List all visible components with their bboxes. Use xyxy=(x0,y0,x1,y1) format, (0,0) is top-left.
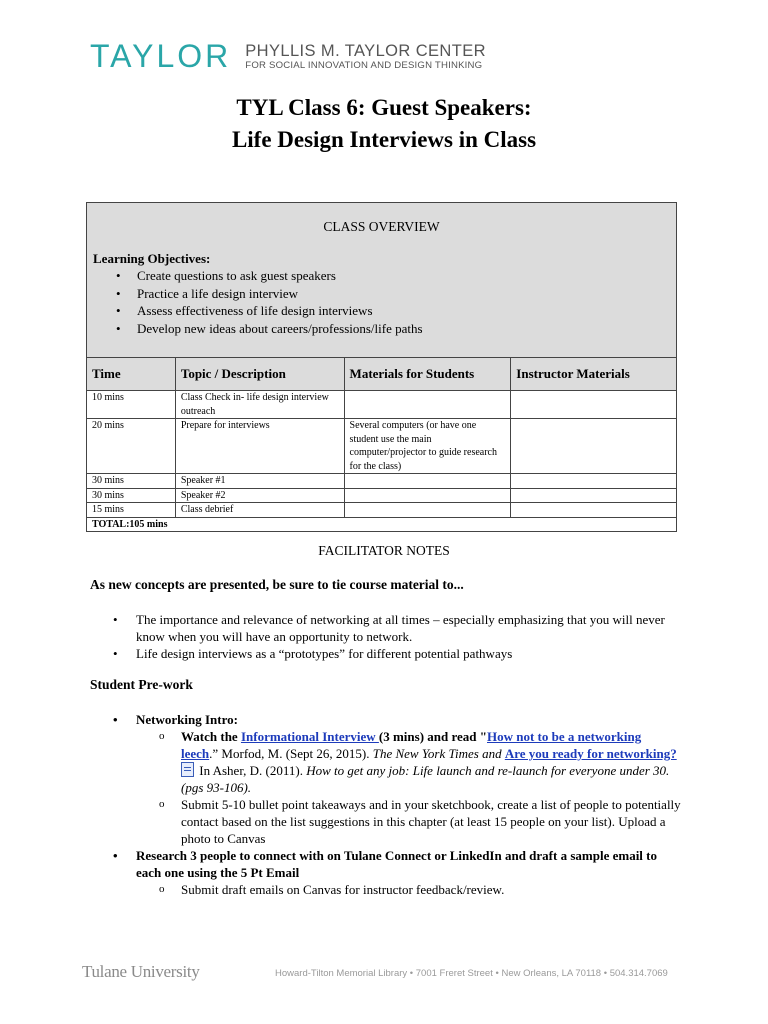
cell-topic: Speaker #1 xyxy=(175,474,344,489)
cell-materials xyxy=(344,488,511,503)
cell-instructor xyxy=(511,503,677,518)
cell-time: 10 mins xyxy=(87,391,176,419)
submit-drafts-text: Submit draft emails on Canvas for instructor feedback/review. xyxy=(181,882,505,897)
table-row xyxy=(87,474,677,489)
total-time: TOTAL:105 mins xyxy=(87,517,677,532)
list-item xyxy=(87,267,423,285)
and-text: and xyxy=(478,746,505,761)
cell-instructor xyxy=(511,474,677,489)
logo-text-block xyxy=(245,42,486,71)
informational-interview-link[interactable]: Informational Interview xyxy=(240,729,379,744)
prework-list xyxy=(91,711,681,898)
list-item xyxy=(87,302,423,320)
cell-materials xyxy=(344,474,511,489)
and-read-text: and read " xyxy=(424,729,487,744)
list-item xyxy=(87,285,423,303)
research-text: Research 3 people to connect with on Tulane Connect or LinkedIn and draft a sample email to each one using the 5 Pt Email xyxy=(136,848,657,880)
table-total-row xyxy=(87,517,677,532)
cell-instructor xyxy=(511,391,677,419)
learning-objectives-label: Learning Objectives: xyxy=(93,251,211,266)
objective-text: Practice a life design interview xyxy=(137,285,298,301)
list-item xyxy=(91,645,676,662)
notes-intro: As new concepts are presented, be sure to tie course material to... xyxy=(90,577,464,592)
bullet-icon: • xyxy=(116,268,121,283)
bullet-icon: • xyxy=(116,320,121,336)
citation-text: .” Morfod, M. (Sept 26, 2015). xyxy=(209,746,373,761)
cell-materials: Several computers (or have one student use the main computer/projector to guide research for the class) xyxy=(344,419,511,474)
circle-bullet-icon: o xyxy=(159,883,165,895)
table-row xyxy=(87,391,677,419)
page-title-line2: Life Design Interviews in Class xyxy=(231,127,537,152)
bullet-icon: • xyxy=(116,285,121,301)
networking-intro-label: Networking Intro: xyxy=(136,712,238,727)
cell-time: 20 mins xyxy=(87,419,176,474)
schedule-table xyxy=(86,357,677,532)
footer-address: Howard-Tilton Memorial Library • 7001 Freret Street • New Orleans, LA 70118 • 504.314.7069 xyxy=(275,968,668,979)
cell-topic: Class Check in- life design interview outreach xyxy=(175,391,344,419)
list-item xyxy=(91,728,681,796)
list-item xyxy=(87,320,423,338)
ready-for-networking-link[interactable]: Are you ready for networking? xyxy=(504,746,677,761)
point-text: Life design interviews as a “prototypes” for different potential pathways xyxy=(136,646,513,661)
table-header-row xyxy=(87,358,677,391)
bullet-icon: • xyxy=(116,303,121,318)
col-header-time: Time xyxy=(87,358,176,391)
table-row xyxy=(87,503,677,518)
col-header-instructor: Instructor Materials xyxy=(511,358,677,391)
bullet-icon: • xyxy=(113,712,118,727)
point-text: The importance and relevance of networking at all times – especially emphasizing that you will never know when you will have an opportunity to network. xyxy=(136,612,665,644)
bullet-icon: • xyxy=(113,848,118,863)
list-item xyxy=(91,881,681,898)
objective-text: Create questions to ask guest speakers xyxy=(137,268,336,283)
list-item xyxy=(91,611,676,645)
table-row xyxy=(87,488,677,503)
networking-leech-link[interactable]: How not to be a networking leech xyxy=(181,729,642,761)
list-item xyxy=(91,847,681,881)
facilitator-notes-heading: FACILITATOR NOTES xyxy=(318,543,450,558)
document-icon[interactable] xyxy=(181,762,194,777)
cell-topic: Speaker #2 xyxy=(175,488,344,503)
citation-text-2: In Asher, D. (2011). xyxy=(196,763,307,778)
cell-time: 15 mins xyxy=(87,503,176,518)
logo-wordmark: TAYLOR xyxy=(90,38,232,74)
watch-prefix: Watch the xyxy=(181,729,241,744)
center-name: PHYLLIS M. TAYLOR CENTER xyxy=(245,41,486,60)
learning-objectives-list xyxy=(87,267,423,337)
notes-points-list xyxy=(91,611,676,662)
class-overview-heading: CLASS OVERVIEW xyxy=(323,219,440,234)
cell-instructor xyxy=(511,488,677,503)
col-header-topic: Topic / Description xyxy=(175,358,344,391)
bullet-icon: • xyxy=(113,646,118,661)
nyt-text: The New York Times xyxy=(372,746,479,761)
table-row xyxy=(87,419,677,474)
watch-duration: (3 mins) xyxy=(378,729,425,744)
class-overview-box xyxy=(86,202,677,358)
cell-materials xyxy=(344,503,511,518)
submit-takeaways-text: Submit 5-10 bullet point takeaways and in your sketchbook, create a list of people to potentially contact based on the list suggestions in this chapter (at least 15 people on your list). Upload a photo to Canvas xyxy=(181,797,681,846)
cell-time: 30 mins xyxy=(87,488,176,503)
circle-bullet-icon: o xyxy=(159,730,165,742)
cell-time: 30 mins xyxy=(87,474,176,489)
cell-topic: Class debrief xyxy=(175,503,344,518)
tulane-logo: Tulane University xyxy=(82,962,200,981)
objective-text: Assess effectiveness of life design interviews xyxy=(137,303,373,318)
circle-bullet-icon: o xyxy=(159,798,165,810)
col-header-materials: Materials for Students xyxy=(344,358,511,391)
taylor-center-logo xyxy=(90,40,486,72)
bullet-icon: • xyxy=(113,612,118,627)
list-item xyxy=(91,711,681,728)
page-title-line1: TYL Class 6: Guest Speakers: xyxy=(236,95,532,120)
book-title: How to get any job: Life launch and re-launch for everyone under 30. (pgs 93-106). xyxy=(181,763,670,795)
cell-materials xyxy=(344,391,511,419)
list-item xyxy=(91,796,681,847)
cell-topic: Prepare for interviews xyxy=(175,419,344,474)
center-tagline: FOR SOCIAL INNOVATION AND DESIGN THINKING xyxy=(245,59,483,71)
prework-label: Student Pre-work xyxy=(90,677,193,692)
cell-instructor xyxy=(511,419,677,474)
objective-text: Develop new ideas about careers/professions/life paths xyxy=(137,320,423,336)
